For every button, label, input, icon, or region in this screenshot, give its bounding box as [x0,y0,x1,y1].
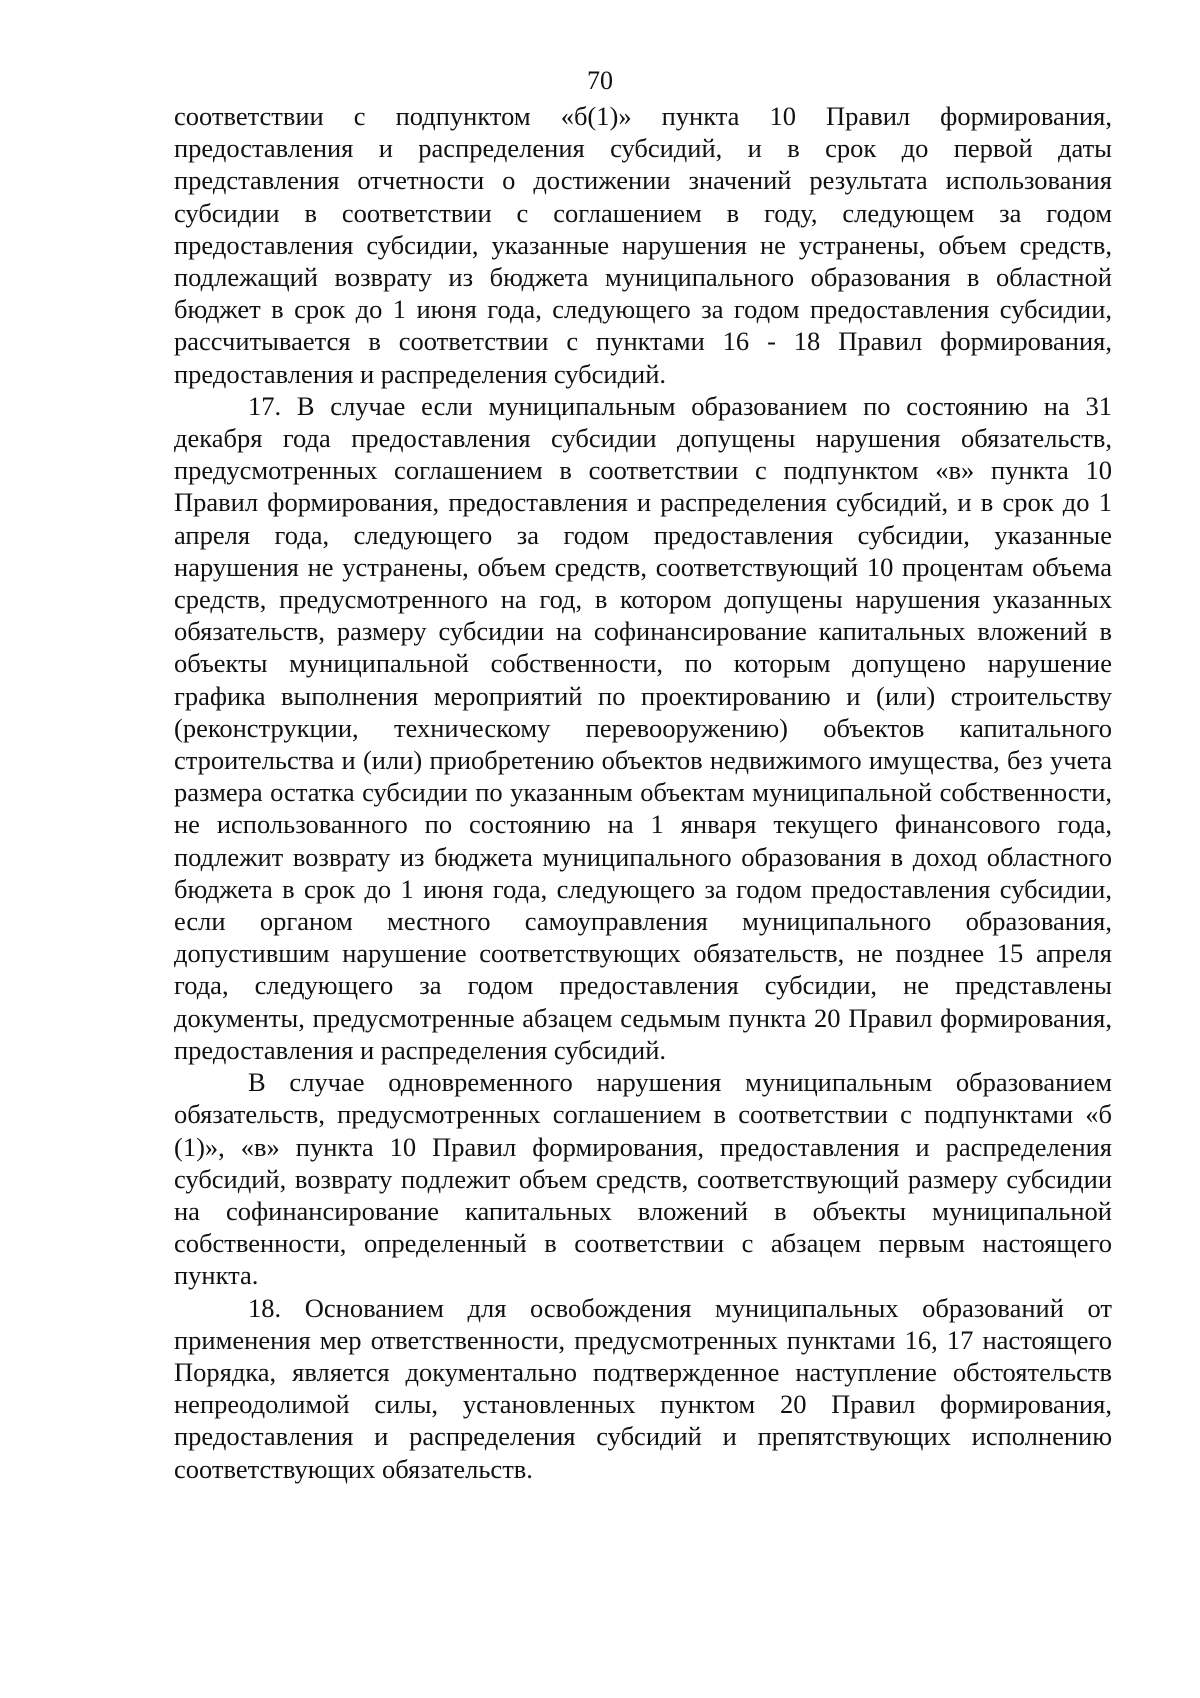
page-number: 70 [587,66,613,95]
paragraph-simultaneous-violation: В случае одновременного нарушения муниципальным образованием обязательств, предусмотренных соглашением в соответствии с подпунктами «б (1)», «в» пункта 10 Правил формирования, предоставления и распределения субсидий, возврату подлежит объем средств, соответствующий размеру субсидии на софинансирование капитальных вложений в объекты муниципальной собственности, определенный в соответствии с абзацем первым настоящего пункта. [174,1067,1112,1291]
document-body [174,100,1112,1485]
paragraph-clause-18: 18. Основанием для освобождения муниципальных образований от применения мер ответственности, предусмотренных пунктами 16, 17 настоящего Порядка, является документально подтвержденное наступление обстоятельств непреодолимой силы, установленных пунктом 20 Правил формирования, предоставления и распределения субсидий и препятствующих исполнению соответствующих обязательств. [174,1292,1112,1484]
paragraph-clause-17: 17. В случае если муниципальным образованием по состоянию на 31 декабря года предоставления субсидии допущены нарушения обязательств, предусмотренных соглашением в соответствии с подпунктом «в» пункта 10 Правил формирования, предоставления и распределения субсидий, и в срок до 1 апреля года, следующего за годом предоставления субсидии, указанные нарушения не устранены, объем средств, соответствующий 10 процентам объема средств, предусмотренного на год, в котором допущены нарушения указанных обязательств, размеру субсидии на софинансирование капитальных вложений в объекты муниципальной собственности, по которым допущено нарушение графика выполнения мероприятий по проектированию и (или) строительству (реконструкции, техническому перевооружению) объектов капитального строительства и (или) приобретению объектов недвижимого имущества, без учета размера остатка субсидии по указанным объектам муниципальной собственности, не использованного по состоянию на 1 января текущего финансового года, подлежит возврату из бюджета муниципального образования в доход областного бюджета в срок до 1 июня года, следующего за годом предоставления субсидии, если органом местного самоуправления муниципального образования, допустившим нарушение соответствующих обязательств, не позднее 15 апреля года, следующего за годом предоставления субсидии, не представлены документы, предусмотренные абзацем седьмым пункта 20 Правил формирования, предоставления и распределения субсидий. [174,390,1112,1065]
paragraph-continuation: соответствии с подпунктом «б(1)» пункта 10 Правил формирования, предоставления и распределения субсидий, и в срок до первой даты представления отчетности о достижении значений результата использования субсидии в соответствии с соглашением в году, следующем за годом предоставления субсидии, указанные нарушения не устранены, объем средств, подлежащий возврату из бюджета муниципального образования в областной бюджет в срок до 1 июня года, следующего за годом предоставления субсидии, рассчитывается в соответствии с пунктами 16 - 18 Правил формирования, предоставления и распределения субсидий. [174,101,1112,389]
